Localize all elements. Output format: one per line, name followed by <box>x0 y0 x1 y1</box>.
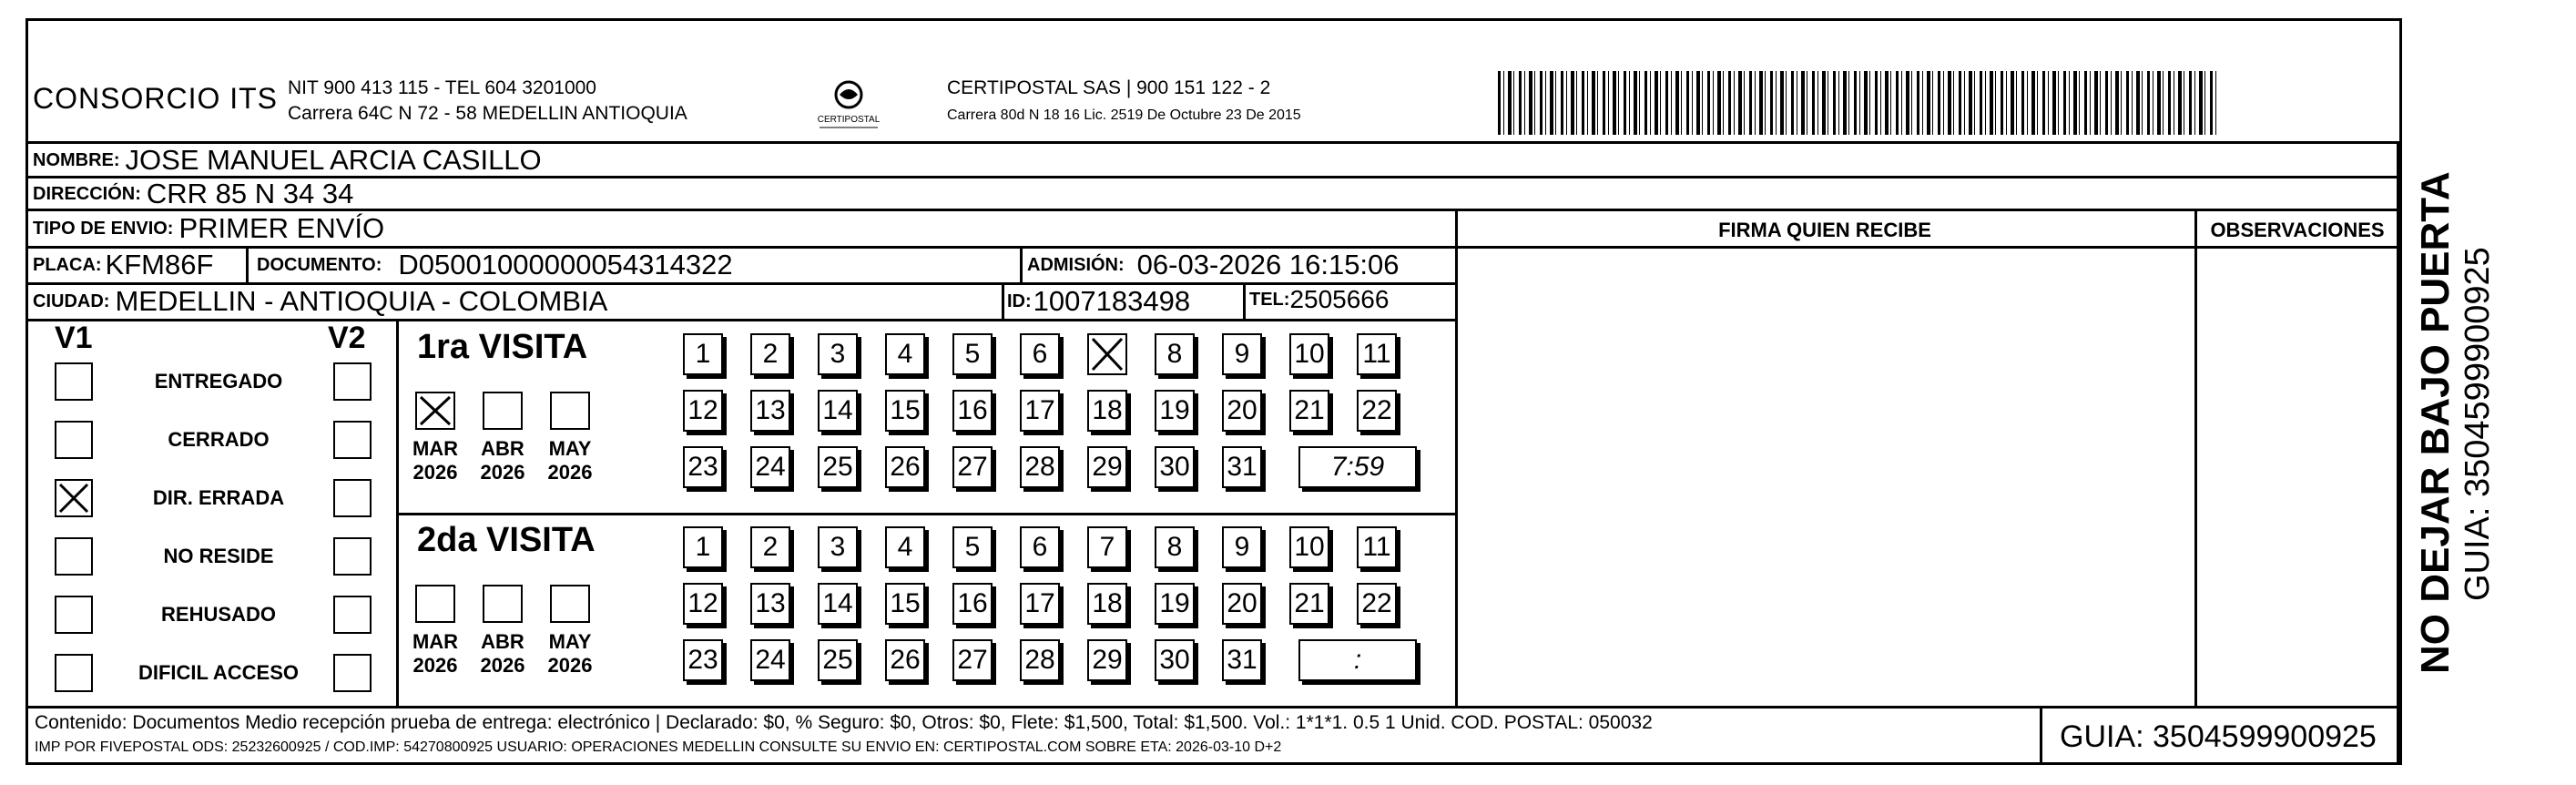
divider <box>25 706 2402 709</box>
direccion-label: DIRECCIÓN: <box>33 183 141 204</box>
visit2-title: 2da VISITA <box>417 521 596 559</box>
month-name: MAR <box>412 437 459 460</box>
day-box[interactable]: 20 <box>1222 583 1262 625</box>
month-checkbox[interactable] <box>415 392 455 430</box>
footer-contenido: Contenido: Documentos Medio recepción prueba de entrega: electrónico | Declarado: $0, % Seguro: $0, Otros: $0, Flete: $1,500, Total: $1,500. Vol.: 1*1*1. 0.5 1 Unid. COD. POSTAL: 050032 <box>35 712 1653 733</box>
day-box[interactable]: 16 <box>952 390 993 432</box>
v2-checkbox[interactable] <box>333 362 372 401</box>
nombre-row <box>33 144 542 177</box>
month-name: ABR <box>481 437 524 460</box>
day-box[interactable]: 14 <box>818 583 858 625</box>
id-label: ID: <box>1007 291 1032 311</box>
status-option-label: DIFICIL ACCESO <box>137 661 299 684</box>
side-guia: GUIA: 3504599900925 <box>2459 247 2497 601</box>
direccion-value: CRR 85 N 34 34 <box>146 178 354 209</box>
admision-row <box>1027 249 1400 281</box>
day-box[interactable]: 23 <box>683 446 723 488</box>
day-box[interactable]: 12 <box>683 583 723 625</box>
id-row <box>1007 285 1190 318</box>
observaciones-header: OBSERVACIONES <box>2210 219 2385 241</box>
day-box[interactable]: 8 <box>1155 333 1195 375</box>
v2-checkbox[interactable] <box>333 654 372 692</box>
day-box[interactable]: 31 <box>1222 446 1262 488</box>
firma-header: FIRMA QUIEN RECIBE <box>1718 219 1931 241</box>
placa-row <box>33 249 213 281</box>
time-box[interactable]: 7:59 <box>1298 446 1417 488</box>
day-box[interactable]: 5 <box>952 526 993 568</box>
day-box[interactable]: 19 <box>1155 390 1195 432</box>
v2-checkbox[interactable] <box>333 537 372 576</box>
status-option-label: CERRADO <box>168 428 270 451</box>
day-box[interactable]: 13 <box>750 390 790 432</box>
company-name: CONSORCIO ITS <box>33 82 279 115</box>
day-box[interactable]: 31 <box>1222 639 1262 681</box>
day-box[interactable]: 21 <box>1289 390 1329 432</box>
divider <box>25 209 2402 211</box>
day-box[interactable]: 20 <box>1222 390 1262 432</box>
month-checkbox[interactable] <box>483 392 523 430</box>
carrier-address: Carrera 80d N 18 16 Lic. 2519 De Octubre 23 De 2015 <box>947 107 1301 123</box>
firma-divider <box>1455 209 1458 706</box>
ciudad-label: CIUDAD: <box>33 291 110 311</box>
divider <box>1455 246 2402 249</box>
day-box[interactable]: 23 <box>683 639 723 681</box>
v1-checkbox[interactable] <box>55 362 93 401</box>
month-label <box>405 630 465 678</box>
footer-guia: GUIA: 3504599900925 <box>2060 719 2377 754</box>
day-box[interactable]: 17 <box>1020 583 1060 625</box>
day-box[interactable]: 2 <box>750 526 790 568</box>
day-box[interactable]: 10 <box>1289 333 1329 375</box>
obs-divider <box>2194 209 2197 706</box>
month-label <box>473 630 533 678</box>
nombre-label: NOMBRE: <box>33 149 120 170</box>
day-box[interactable]: 26 <box>885 639 925 681</box>
id-value: 1007183498 <box>1033 285 1191 317</box>
v2-header: V2 <box>328 321 366 355</box>
certipostal-logo <box>812 76 885 131</box>
month-checkbox[interactable] <box>415 585 455 623</box>
placa-label: PLACA: <box>33 254 102 275</box>
v1-checkbox[interactable] <box>55 654 93 692</box>
day-box[interactable]: 30 <box>1155 446 1195 488</box>
day-box[interactable]: 29 <box>1087 639 1127 681</box>
month-year: 2026 <box>412 461 458 484</box>
status-option-label: ENTREGADO <box>154 370 283 392</box>
day-box[interactable]: 28 <box>1020 446 1060 488</box>
barcode <box>1498 71 2217 135</box>
tipo-row <box>33 212 384 245</box>
day-box[interactable]: 18 <box>1087 583 1127 625</box>
admision-value: 06-03-2026 16:15:06 <box>1136 249 1400 280</box>
month-checkbox[interactable] <box>550 392 590 430</box>
month-checkbox[interactable] <box>550 585 590 623</box>
company-address: Carrera 64C N 72 - 58 MEDELLIN ANTIOQUIA <box>288 103 687 124</box>
day-box[interactable]: 27 <box>952 639 993 681</box>
cell-divider <box>1243 282 1246 319</box>
tipo-label: TIPO DE ENVIO: <box>33 218 174 239</box>
day-box[interactable]: 5 <box>952 333 993 375</box>
day-box[interactable]: 17 <box>1020 390 1060 432</box>
time-box[interactable]: : <box>1298 639 1417 681</box>
status-option-label: DIR. ERRADA <box>152 486 285 509</box>
day-box[interactable]: 21 <box>1289 583 1329 625</box>
v1-checkbox[interactable] <box>55 479 93 517</box>
status-option-label: REHUSADO <box>161 603 276 626</box>
direccion-row <box>33 178 353 210</box>
day-box[interactable]: 11 <box>1357 333 1397 375</box>
day-box[interactable]: 9 <box>1222 333 1262 375</box>
visit-split <box>396 513 1455 515</box>
day-box[interactable]: 9 <box>1222 526 1262 568</box>
day-box[interactable]: 24 <box>750 446 790 488</box>
day-box[interactable]: 24 <box>750 639 790 681</box>
day-box[interactable]: 28 <box>1020 639 1060 681</box>
day-box[interactable]: 2 <box>750 333 790 375</box>
day-box[interactable]: 29 <box>1087 446 1127 488</box>
v1-checkbox[interactable] <box>55 596 93 634</box>
day-box[interactable]: 3 <box>818 333 858 375</box>
day-box[interactable]: 8 <box>1155 526 1195 568</box>
day-box[interactable]: 25 <box>818 446 858 488</box>
day-box[interactable]: 18 <box>1087 390 1127 432</box>
day-box[interactable]: 22 <box>1357 583 1397 625</box>
v2-checkbox[interactable] <box>333 421 372 459</box>
tel-value: 2505666 <box>1289 285 1390 313</box>
cell-divider <box>1020 246 1023 282</box>
day-box[interactable]: 25 <box>818 639 858 681</box>
day-box[interactable]: 3 <box>818 526 858 568</box>
day-box[interactable]: 6 <box>1020 333 1060 375</box>
tipo-value: PRIMER ENVÍO <box>178 212 385 244</box>
documento-value: D05001000000054314322 <box>398 249 733 280</box>
tel-row <box>1249 285 1389 314</box>
month-label <box>405 437 465 484</box>
month-name: MAY <box>548 437 592 460</box>
visit1-title: 1ra VISITA <box>417 328 588 366</box>
status-option-label: NO RESIDE <box>163 545 274 567</box>
month-year: 2026 <box>547 461 593 484</box>
documento-label: DOCUMENTO: <box>257 254 382 275</box>
day-box[interactable]: 1 <box>683 526 723 568</box>
day-box[interactable]: 10 <box>1289 526 1329 568</box>
month-year: 2026 <box>480 654 525 677</box>
day-box[interactable]: 4 <box>885 333 925 375</box>
day-box[interactable]: 7 <box>1087 526 1127 568</box>
documento-row <box>257 249 733 281</box>
month-label <box>540 437 600 484</box>
logo-text: CERTIPOSTAL <box>817 115 881 125</box>
day-box[interactable] <box>1087 333 1127 375</box>
v2-checkbox[interactable] <box>333 596 372 634</box>
ciudad-row <box>33 285 607 318</box>
day-box[interactable]: 6 <box>1020 526 1060 568</box>
month-name: MAR <box>412 630 459 653</box>
day-box[interactable]: 11 <box>1357 526 1397 568</box>
day-box[interactable]: 14 <box>818 390 858 432</box>
day-box[interactable]: 1 <box>683 333 723 375</box>
v1-checkbox[interactable] <box>55 421 93 459</box>
ciudad-value: MEDELLIN - ANTIOQUIA - COLOMBIA <box>115 285 608 317</box>
guia-divider <box>2040 706 2042 765</box>
v2-checkbox[interactable] <box>333 479 372 517</box>
month-year: 2026 <box>480 461 525 484</box>
logo-icon <box>812 76 885 131</box>
month-checkbox[interactable] <box>483 585 523 623</box>
day-box[interactable]: 15 <box>885 583 925 625</box>
month-year: 2026 <box>412 654 458 677</box>
v1-header: V1 <box>55 321 93 355</box>
v1-checkbox[interactable] <box>55 537 93 576</box>
day-box[interactable]: 13 <box>750 583 790 625</box>
tel-label: TEL: <box>1249 289 1290 310</box>
day-box[interactable]: 26 <box>885 446 925 488</box>
day-box[interactable]: 4 <box>885 526 925 568</box>
footer-imp: IMP POR FIVEPOSTAL ODS: 25232600925 / COD.IMP: 54270800925 USUARIO: OPERACIONES MEDELLIN CONSULTE SU ENVIO EN: CERTIPOSTAL.COM SOBRE ETA: 2026-03-10 D+2 <box>35 739 1282 755</box>
day-box[interactable]: 12 <box>683 390 723 432</box>
admision-label: ADMISIÓN: <box>1027 254 1125 275</box>
nit-line: NIT 900 413 115 - TEL 604 3201000 <box>288 77 596 98</box>
divider <box>25 319 1455 321</box>
cell-divider <box>246 246 249 282</box>
cell-divider <box>1002 282 1004 319</box>
carrier-line: CERTIPOSTAL SAS | 900 151 122 - 2 <box>947 77 1271 98</box>
day-box[interactable]: 27 <box>952 446 993 488</box>
month-label <box>473 437 533 484</box>
day-box[interactable]: 22 <box>1357 390 1397 432</box>
day-box[interactable]: 15 <box>885 390 925 432</box>
month-label <box>540 630 600 678</box>
placa-value: KFM86F <box>105 249 214 280</box>
side-warning: NO DEJAR BAJO PUERTA <box>2413 171 2458 674</box>
nombre-value: JOSE MANUEL ARCIA CASILLO <box>125 144 542 176</box>
month-name: MAY <box>548 630 592 653</box>
day-box[interactable]: 19 <box>1155 583 1195 625</box>
day-box[interactable]: 30 <box>1155 639 1195 681</box>
month-name: ABR <box>481 630 524 653</box>
day-box[interactable]: 16 <box>952 583 993 625</box>
month-year: 2026 <box>547 654 593 677</box>
